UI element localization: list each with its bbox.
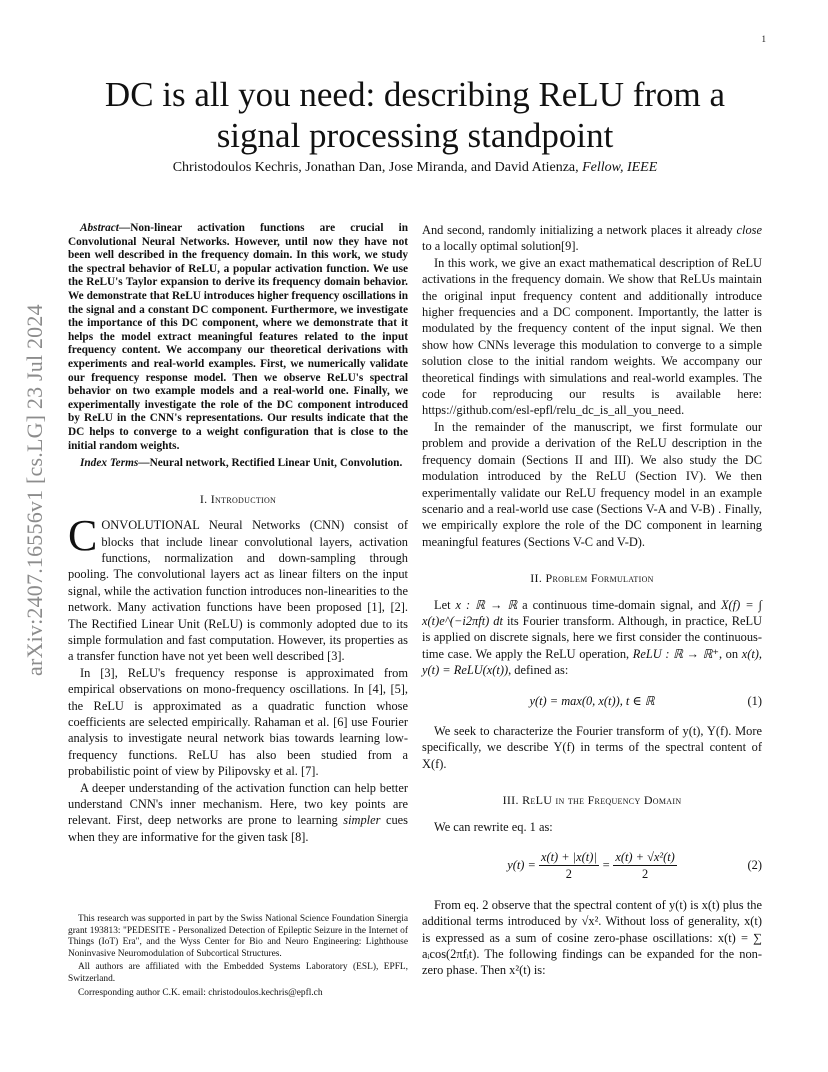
fraction-denominator: 2: [641, 867, 649, 882]
fraction-denominator: 2: [565, 867, 572, 882]
problem-p1-c: its Fourier transform. Although, in practice, ReLU is applied on discrete signals, here we first consider the continuous-time case. We apply the ReLU operation,: [422, 613, 762, 661]
authors-text: Christodoulos Kechris, Jonathan Dan, Jose Miranda, and David Atienza,: [172, 160, 579, 175]
math-relu-map: ReLU : ℝ → ℝ⁺: [632, 646, 719, 661]
equation-1-number: (1): [747, 693, 762, 708]
equation-1-body: y(t) = max(0, x(t)), t ∈ ℝ: [529, 693, 655, 708]
section-heading-relu: [422, 792, 762, 808]
fraction-numerator: x(t) + |x(t)|: [539, 849, 599, 866]
intro-r1-a: And second, randomly initializing a network places it already: [422, 223, 737, 237]
footnote-funding: This research was supported in part by the Swiss National Science Foundation Sinergia grant 193813: "PEDESITE - Personalized Detection of Epileptic Seizure in the Internet of Things (IoT) Era", and the Wyss Center for Bio and Neuro Engineering: Lighthouse Noninvasive Neuromodulation of Subcortical Structures.: [68, 914, 408, 959]
index-terms: [68, 457, 408, 471]
problem-p1-e: , defined as:: [508, 663, 569, 678]
math-fourier: X(f) = ∫ x(t)e^(−i2πft) dt: [422, 597, 762, 628]
problem-p1-a: Let: [434, 597, 456, 612]
footnotes: [68, 914, 408, 1001]
left-column: [68, 222, 408, 845]
equation-2-left: y(t) =: [507, 857, 536, 872]
equation-1: [422, 693, 762, 709]
equation-2-fraction-1: [539, 849, 599, 883]
problem-paragraph-2: We seek to characterize the Fourier transform of y(t), Y(f). More specifically, we describe Y(f) in terms of the spectral content of X(f).: [422, 723, 762, 771]
index-terms-lead: Index Terms: [80, 457, 139, 470]
intro-paragraph-5: In this work, we give an exact mathematical description of ReLU activations in the frequency domain. We show that ReLUs maintain the original input frequency content and additionally introduce higher frequencies and a DC component. Importantly, the latter is modulated by the frequency content of the input signal. We then show how CNNs leverage this modulation to converge to a simple solution close to the initial random weights. We accompany our theoretical findings with simulations and real-world examples. The code for reproducing our results is available here: https://github.com/esl-epfl/relu_dc_is_all_you_need.: [422, 255, 762, 418]
intro-paragraph-4: [422, 222, 762, 255]
footnote-affiliation: All authors are affiliated with the Embedded Systems Laboratory (ESL), EPFL, Switzerland.: [68, 962, 408, 984]
intro-p3-b: cues when they are informative for the given task [8].: [68, 813, 408, 844]
intro-paragraph-1: [68, 511, 408, 665]
section-title: ReLU in the Frequency Domain: [522, 793, 682, 808]
right-column: [422, 222, 762, 979]
fraction-numerator: x(t) + √x²(t): [613, 849, 676, 866]
abstract-text: —Non-linear activation functions are crucial in Convolutional Neural Networks. However, until now they have not been well described in the frequency domain. In this work, we study the spectral behavior of ReLU, a popular activation function. We use the ReLU's Taylor expansion to derive its frequency domain behavior. We demonstrate that ReLU introduces higher frequency oscillations in the signal and a constant DC component. Furthermore, we investigate the importance of this DC component, where we demonstrate that it helps the model extract meaningful features related to the input frequency content. We accompany our theoretical derivations with experiments and real-world examples. First, we numerically validate our frequency response model. Then we observe ReLU's spectral behavior on two example models and a real-world one. Finally, we experimentally investigate the role of the DC component introduced by ReLU in the CNN's representations. Our results indicate that the DC helps to converge to a weight configuration that is close to the initial random weights.: [68, 222, 408, 452]
problem-p1-d: , on: [718, 646, 742, 661]
arxiv-watermark: arXiv:2407.16556v1 [cs.LG] 23 Jul 2024: [22, 304, 47, 676]
index-terms-text: —Neural network, Rectified Linear Unit, Convolution.: [138, 457, 403, 470]
math-relu-apply: x(t), y(t) = ReLU(x(t)): [422, 646, 763, 678]
intro-paragraph-3: [68, 780, 408, 846]
equation-2-fraction-2: [613, 849, 676, 883]
author-list: [60, 160, 770, 176]
authors-suffix: Fellow, IEEE: [582, 160, 658, 175]
relu-paragraph-2: From eq. 2 observe that the spectral content of y(t) is x(t) plus the additional terms introduced by √x². Without loss of generality, x(t) is expressed as a sum of cosine zero-phase oscillations: x(t) = ∑ aᵢcos(2πfᵢt). The following findings can be expanded for the non-zero phase. Then x²(t) is:: [422, 897, 762, 978]
intro-r1-em: close: [736, 223, 762, 237]
abstract-lead: Abstract: [80, 222, 119, 234]
equation-2: [422, 849, 762, 883]
section-title: Problem Formulation: [545, 571, 654, 586]
page-number: 1: [761, 34, 766, 44]
math-x-map: x : ℝ → ℝ: [455, 597, 518, 612]
footnote-corresponding: Corresponding author C.K. email: christodoulos.kechris@epfl.ch: [78, 987, 323, 998]
problem-paragraph-1: [422, 597, 762, 679]
equation-2-number: (2): [747, 858, 762, 872]
section-number: II.: [530, 571, 543, 586]
intro-p3-a: A deeper understanding of the activation function can help better understand CNN's inner mechanism. Here, two key points are relevant. First, deep networks are prone to learning: [68, 780, 408, 828]
section-heading-problem: [422, 570, 762, 586]
intro-r1-b: to a locally optimal solution[9].: [422, 239, 579, 254]
drop-cap: C: [68, 511, 98, 561]
section-number: I.: [199, 491, 208, 506]
intro-paragraph-1-text: ONVOLUTIONAL Neural Networks (CNN) consist of blocks that include linear convolutional layers, activation functions, normalization and down-sampling through pooling. The convolutional layers act as linear filters on the input signal, while the activation function introduces non-linearities to the network. Many activation functions have been proposed [1], [2]. The Rectified Linear Unit (ReLU) is commonly adopted due to its simple formulation and fast computation. However, its properties as a transfer function have not yet been well described [3].: [68, 518, 408, 664]
abstract: [68, 222, 408, 453]
intro-p3-em: simpler: [343, 813, 381, 828]
problem-p1-b: a continuous time-domain signal, and: [517, 597, 721, 612]
intro-paragraph-2: In [3], ReLU's frequency response is approximated from empirical observations on mono-frequency oscillations. In [4], [5], the ReLU is approximated as a quadratic function whose coefficients are selected empirically. Rahaman et al. [6] use Fourier analysis to investigate neural network bias towards learning low-frequency functions. ReLU has also been studied from a probabilistic point of view by Pilipovsky et al. [7].: [68, 665, 408, 779]
paper-title: DC is all you need: describing ReLU from a signal processing standpoint: [104, 75, 726, 155]
section-number: III.: [502, 793, 519, 808]
equation-2-equals: =: [601, 857, 611, 872]
intro-paragraph-6: In the remainder of the manuscript, we first formulate our problem and provide a derivation of the ReLU description in the frequency domain (Sections II and III). We also study the DC modulation introduced by the ReLU (Section IV). We then experimentally validate our ReLU frequency model in an example scenario and a real-world use case (Sections V-A and V-B) . Finally, we empirically explore the role of the DC component in learning meaningful features (Sections V-C and V-D).: [422, 419, 762, 549]
section-title: Introduction: [210, 491, 277, 506]
section-heading-introduction: [68, 491, 408, 507]
relu-paragraph-1: We can rewrite eq. 1 as:: [434, 819, 553, 834]
